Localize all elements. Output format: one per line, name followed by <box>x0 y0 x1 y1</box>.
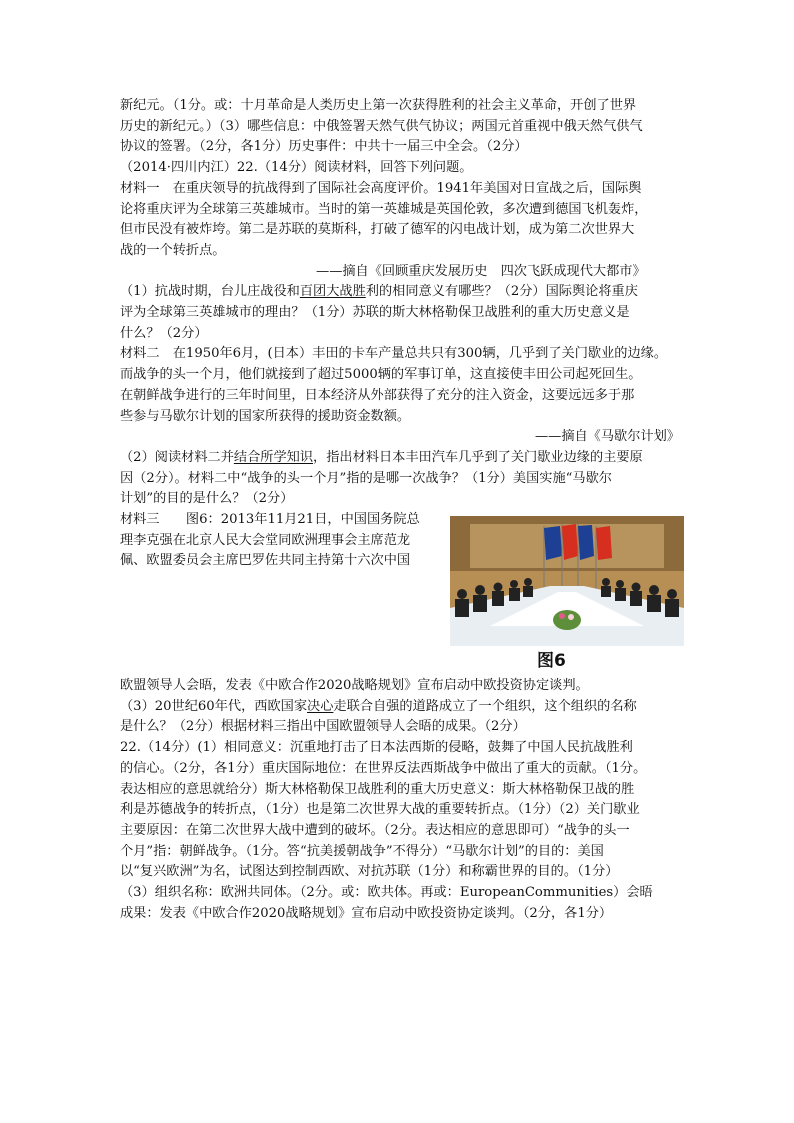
question-2-line: 因（2分）。材料二中“战争的头一个月”指的是哪一次战争？（1分）美国实施“马歇尔 <box>120 470 612 486</box>
answer-line: （3）组织名称：欧洲共同体。（2分。或：欧共体。再或：EuropeanCommunities）会晤 <box>120 885 653 901</box>
answer-line: 以“复兴欧洲”为名，试图达到控制西欧、对抗苏联（1分）和称霸世界的目的。（1分） <box>120 864 619 880</box>
text-line: 新纪元。（1分。或：十月革命是人类历史上第一次获得胜利的社会主义革命，开创了世界 <box>120 98 637 113</box>
material-3-block <box>120 510 686 676</box>
material-2-line: 些参与马歇尔计划的国家所获得的援助资金数额。 <box>120 408 411 424</box>
q2-text-pre: （2）阅读材料二并 <box>120 449 234 465</box>
q3-text-post: 走联合自强的道路成立了一个组织，这个组织的名称 <box>333 698 637 714</box>
material-3-line: 欧盟领导人会晤，发表《中欧合作2020战略规划》宣布启动中欧投资协定谈判。 <box>120 678 589 694</box>
material-1-line: 论将重庆评为全球第三英雄城市。当时的第一英雄城是英国伦敦，多次遭到德国飞机轰炸， <box>120 201 648 217</box>
answer-line: 主要原因：在第二次世界大战中遭到的破坏。（2分。表达相应的意思即可）“战争的头一 <box>120 822 630 838</box>
question-1-line: 什么？（2分） <box>120 325 208 341</box>
figure-6-label: 图6 <box>537 651 566 672</box>
answer-line: 22.（14分）(1）相同意义：沉重地打击了日本法西斯的侵略，鼓舞了中国人民抗战胜利 <box>120 740 633 756</box>
material-1-line: 战的一个转折点。 <box>120 242 226 258</box>
q3-text-pre: （3）20世纪60年代，西欧国家 <box>120 698 308 714</box>
q3-underlined: 决心 <box>307 698 334 714</box>
material-3-line: 佩、欧盟委员会主席巴罗佐共同主持第十六次中国 <box>120 553 411 569</box>
q2-underlined: 结合所学知识 <box>233 449 314 465</box>
answer-line: 表达相应的意思就给分）斯大林格勒保卫战胜利的重大历史意义：斯大林格勒保卫战的胜 <box>120 781 635 797</box>
document-page <box>120 96 686 925</box>
material-1-source: ——摘自《回顾重庆发展历史 四次飞跃成现代大都市》 <box>316 263 646 279</box>
answer-line: 成果：发表《中欧合作2020战略规划》宣布启动中欧投资协定谈判。（2分，各1分） <box>120 905 613 921</box>
question-2-line: 计划”的目的是什么？（2分） <box>120 491 294 507</box>
question-3-line <box>120 697 686 718</box>
text-line: 协议的签署。（2分，各1分）历史事件：中共十一届三中全会。（2分） <box>120 139 528 155</box>
question-1-line <box>120 282 686 303</box>
material-1-line: 材料一 在重庆领导的抗战得到了国际社会高度评价。1941年美国对日宣战之后，国际舆 <box>120 180 642 196</box>
answer-line: 的信心。（2分，各1分）重庆国际地位：在世界反法西斯战争中做出了重大的贡献。（1分。 <box>120 760 647 776</box>
material-2-line: 而战争的头一个月，他们就接到了超过5000辆的军事订单，这直接使丰田公司起死回生。 <box>120 367 642 383</box>
text-line: 历史的新纪元。）（3）哪些信息：中俄签署天然气供气协议；两国元首重视中俄天然气供气 <box>120 118 643 134</box>
question-3-line: 是什么？（2分）根据材料三指出中国欧盟领导人会晤的成果。（2分） <box>120 719 526 735</box>
q1-underlined: 百团大战胜 <box>299 284 366 300</box>
q1-text-pre: （1）抗战时期，台儿庄战役和 <box>120 284 300 300</box>
material-2-source: ——摘自《马歇尔计划》 <box>534 429 680 445</box>
question-2-line <box>120 448 686 469</box>
material-3-text <box>120 510 442 572</box>
material-3-line: 材料三 图6：2013年11月21日，中国国务院总 <box>120 512 420 528</box>
meeting-photo-illustration <box>450 516 684 646</box>
material-2-line: 在朝鲜战争进行的三年时间里，日本经济从外部获得了充分的注入资金，这要远远多于那 <box>120 387 635 403</box>
question-header: （2014·四川内江）22.（14分）阅读材料，回答下列问题。 <box>120 160 473 176</box>
q1-text-post: 利的相同意义有哪些？（2分）国际舆论将重庆 <box>365 284 638 300</box>
q2-text-post: ，指出材料日本丰田汽车几乎到了关门歇业边缘的主要原 <box>313 449 643 465</box>
material-3-line: 理李克强在北京人民大会堂同欧洲理事会主席范龙 <box>120 532 411 548</box>
figure-6-photo <box>450 516 684 646</box>
answer-line: 利是苏德战争的转折点，（1分）也是第二次世界大战的重要转折点。（1分）（2）关门歇业 <box>120 802 640 818</box>
question-1-line: 评为全球第三英雄城市的理由？（1分）苏联的斯大林格勒保卫战胜利的重大历史意义是 <box>120 305 630 321</box>
material-1-line: 但市民没有被炸垮。第二是苏联的莫斯科，打破了德军的闪电战计划，成为第二次世界大 <box>120 222 635 238</box>
answer-line: 个月”指：朝鲜战争。（1分。答“抗美援朝战争”不得分）“马歇尔计划”的目的：美国 <box>120 843 604 859</box>
material-2-line: 材料二 在1950年6月，(日本）丰田的卡车产量总共只有300辆，几乎到了关门歇业的边缘。 <box>120 346 668 362</box>
